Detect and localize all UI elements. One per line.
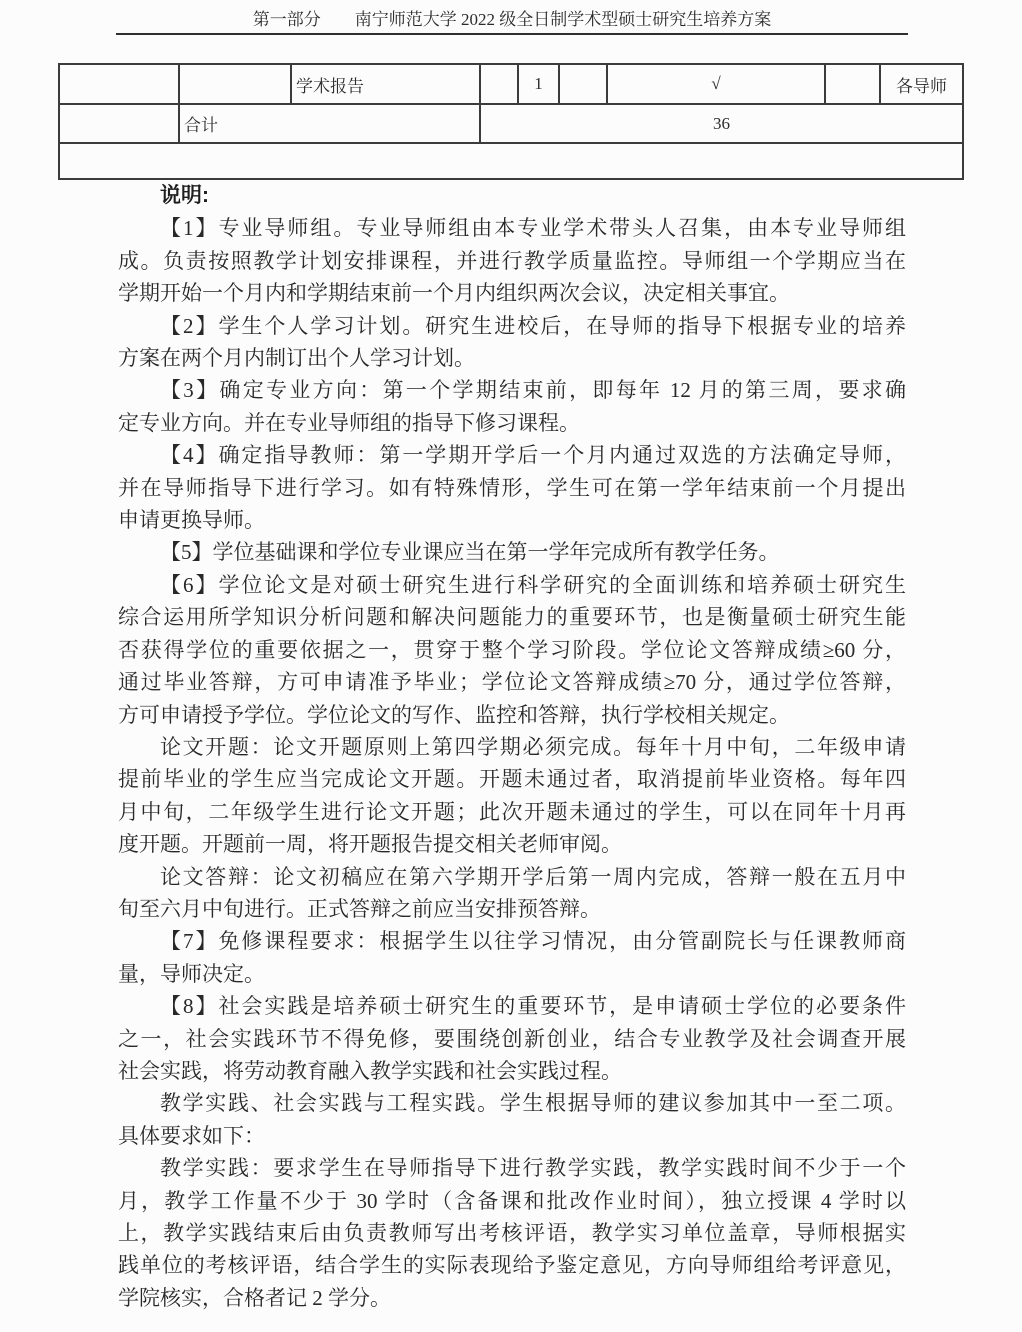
table-cell: [480, 64, 518, 104]
paragraph: [118, 731, 906, 861]
paragraphs: [118, 212, 906, 1314]
paragraph: [118, 925, 906, 990]
text-line: 学期开始一个月内和学期结束前一个月内组织两次会议，决定相关事宜。: [118, 281, 790, 306]
text-line: 教学实践：要求学生在导师指导下进行教学实践，教学实践时间不少于一个: [160, 1156, 906, 1181]
text-line: 【7】免修课程要求：根据学生以往学习情况，由分管副院长与任课教师商: [160, 929, 906, 954]
notes-heading: 说明:: [160, 184, 209, 207]
paragraph: [118, 569, 906, 731]
text-line: 【3】确定专业方向：第一个学期结束前，即每年 12 月的第三周，要求确: [160, 378, 906, 403]
paragraph: [118, 310, 906, 375]
table-cell-checkmark: √: [607, 64, 825, 104]
text-line: 提前毕业的学生应当完成论文开题。开题未通过者，取消提前毕业资格。每年四: [118, 767, 906, 792]
text-line: 度开题。开题前一周，将开题报告提交相关老师审阅。: [118, 832, 622, 857]
text-line: 定专业方向。并在专业导师组的指导下修习课程。: [118, 410, 580, 435]
text-line: 学院核实，合格者记 2 学分。: [118, 1285, 391, 1310]
text-line: 旬至六月中旬进行。正式答辩之前应当安排预答辩。: [118, 896, 601, 921]
table-cell-credits: 1: [518, 64, 559, 104]
text-line: 方案在两个月内制订出个人学习计划。: [118, 346, 475, 371]
text-line: 方可申请授予学位。学位论文的写作、监控和答辩，执行学校相关规定。: [118, 702, 790, 727]
header-divider: [116, 33, 908, 35]
text-line: 教学实践、社会实践与工程实践。学生根据导师的建议参加其中一至二项。: [160, 1091, 906, 1116]
text-line: 月中旬，二年级学生进行论文开题；此次开题未通过的学生，可以在同年十月再: [118, 799, 906, 824]
text-line: 月，教学工作量不少于 30 学时（含备课和批改作业时间），独立授课 4 学时以: [118, 1188, 906, 1213]
text-line: 并在导师指导下进行学习。如有特殊情形，学生可在第一学年结束前一个月提出: [118, 475, 906, 500]
credit-summary-table: [58, 63, 964, 180]
table-cell: [825, 64, 880, 104]
text-line: 论文答辩：论文初稿应在第六学期开学后第一周内完成，答辩一般在五月中: [160, 864, 906, 889]
text-line: 【2】学生个人学习计划。研究生进校后，在导师的指导下根据专业的培养: [160, 313, 906, 338]
table-cell-total-label: 合计: [179, 104, 480, 143]
text-line: 否获得学位的重要依据之一，贯穿于整个学习阶段。学位论文答辩成绩≥60 分，: [118, 637, 906, 662]
table-cell-instructor: 各导师: [880, 64, 963, 104]
text-line: 社会实践，将劳动教育融入教学实践和社会实践过程。: [118, 1058, 622, 1083]
table-cell: [59, 64, 179, 104]
text-line: 【5】学位基础课和学位专业课应当在第一学年完成所有教学任务。: [160, 540, 780, 565]
table-cell-total-value: 36: [480, 104, 963, 143]
table-row-total: [59, 104, 963, 143]
text-line: 具体要求如下：: [118, 1123, 265, 1148]
table-cell: [59, 104, 179, 143]
table-row-empty: [59, 143, 963, 179]
text-line: 量，导师决定。: [118, 961, 265, 986]
paragraph: [118, 374, 906, 439]
paragraph: [118, 1152, 906, 1314]
paragraph: [118, 439, 906, 536]
text-line: 【1】专业导师组。专业导师组由本专业学术带头人召集，由本专业导师组: [160, 216, 906, 241]
text-line: 【6】学位论文是对硕士研究生进行科学研究的全面训练和培养硕士研究生: [160, 572, 906, 597]
paragraph: [118, 536, 906, 568]
text-line: 申请更换导师。: [118, 508, 265, 533]
table-cell-course-name: 学术报告: [291, 64, 480, 104]
text-line: 论文开题：论文开题原则上第四学期必须完成。每年十月中旬，二年级申请: [160, 734, 906, 759]
notes-section: [118, 180, 906, 1314]
text-line: 成。负责按照教学计划安排课程，并进行教学质量监控。导师组一个学期应当在: [118, 248, 906, 273]
text-line: 上，教学实践结束后由负责教师写出考核评语，教学实习单位盖章，导师根据实: [118, 1221, 906, 1245]
table-row-academic-report: [59, 64, 963, 104]
text-line: 之一，社会实践环节不得免修，要围绕创新创业，结合专业教学及社会调查开展: [118, 1026, 906, 1051]
text-line: 【4】确定指导教师：第一学期开学后一个月内通过双选的方法确定导师，: [160, 443, 906, 468]
paragraph: [118, 861, 906, 926]
paragraph: [118, 990, 906, 1087]
paragraph: [118, 212, 906, 309]
text-line: 通过毕业答辩，方可申请准予毕业；学位论文答辩成绩≥70 分，通过学位答辩，: [118, 670, 906, 695]
table-cell: [559, 64, 607, 104]
table-cell: [59, 143, 963, 179]
page-header-title: 第一部分 南宁师范大学 2022 级全日制学术型硕士研究生培养方案: [252, 10, 772, 29]
text-line: 综合运用所学知识分析问题和解决问题能力的重要环节，也是衡量硕士研究生能: [118, 605, 906, 630]
text-line: 践单位的考核评语，结合学生的实际表现给予鉴定意见，方向导师组给考评意见，: [118, 1253, 906, 1278]
paragraph: [118, 1087, 906, 1152]
table-cell: [179, 64, 291, 104]
text-line: 【8】社会实践是培养硕士研究生的重要环节，是申请硕士学位的必要条件: [160, 994, 906, 1019]
